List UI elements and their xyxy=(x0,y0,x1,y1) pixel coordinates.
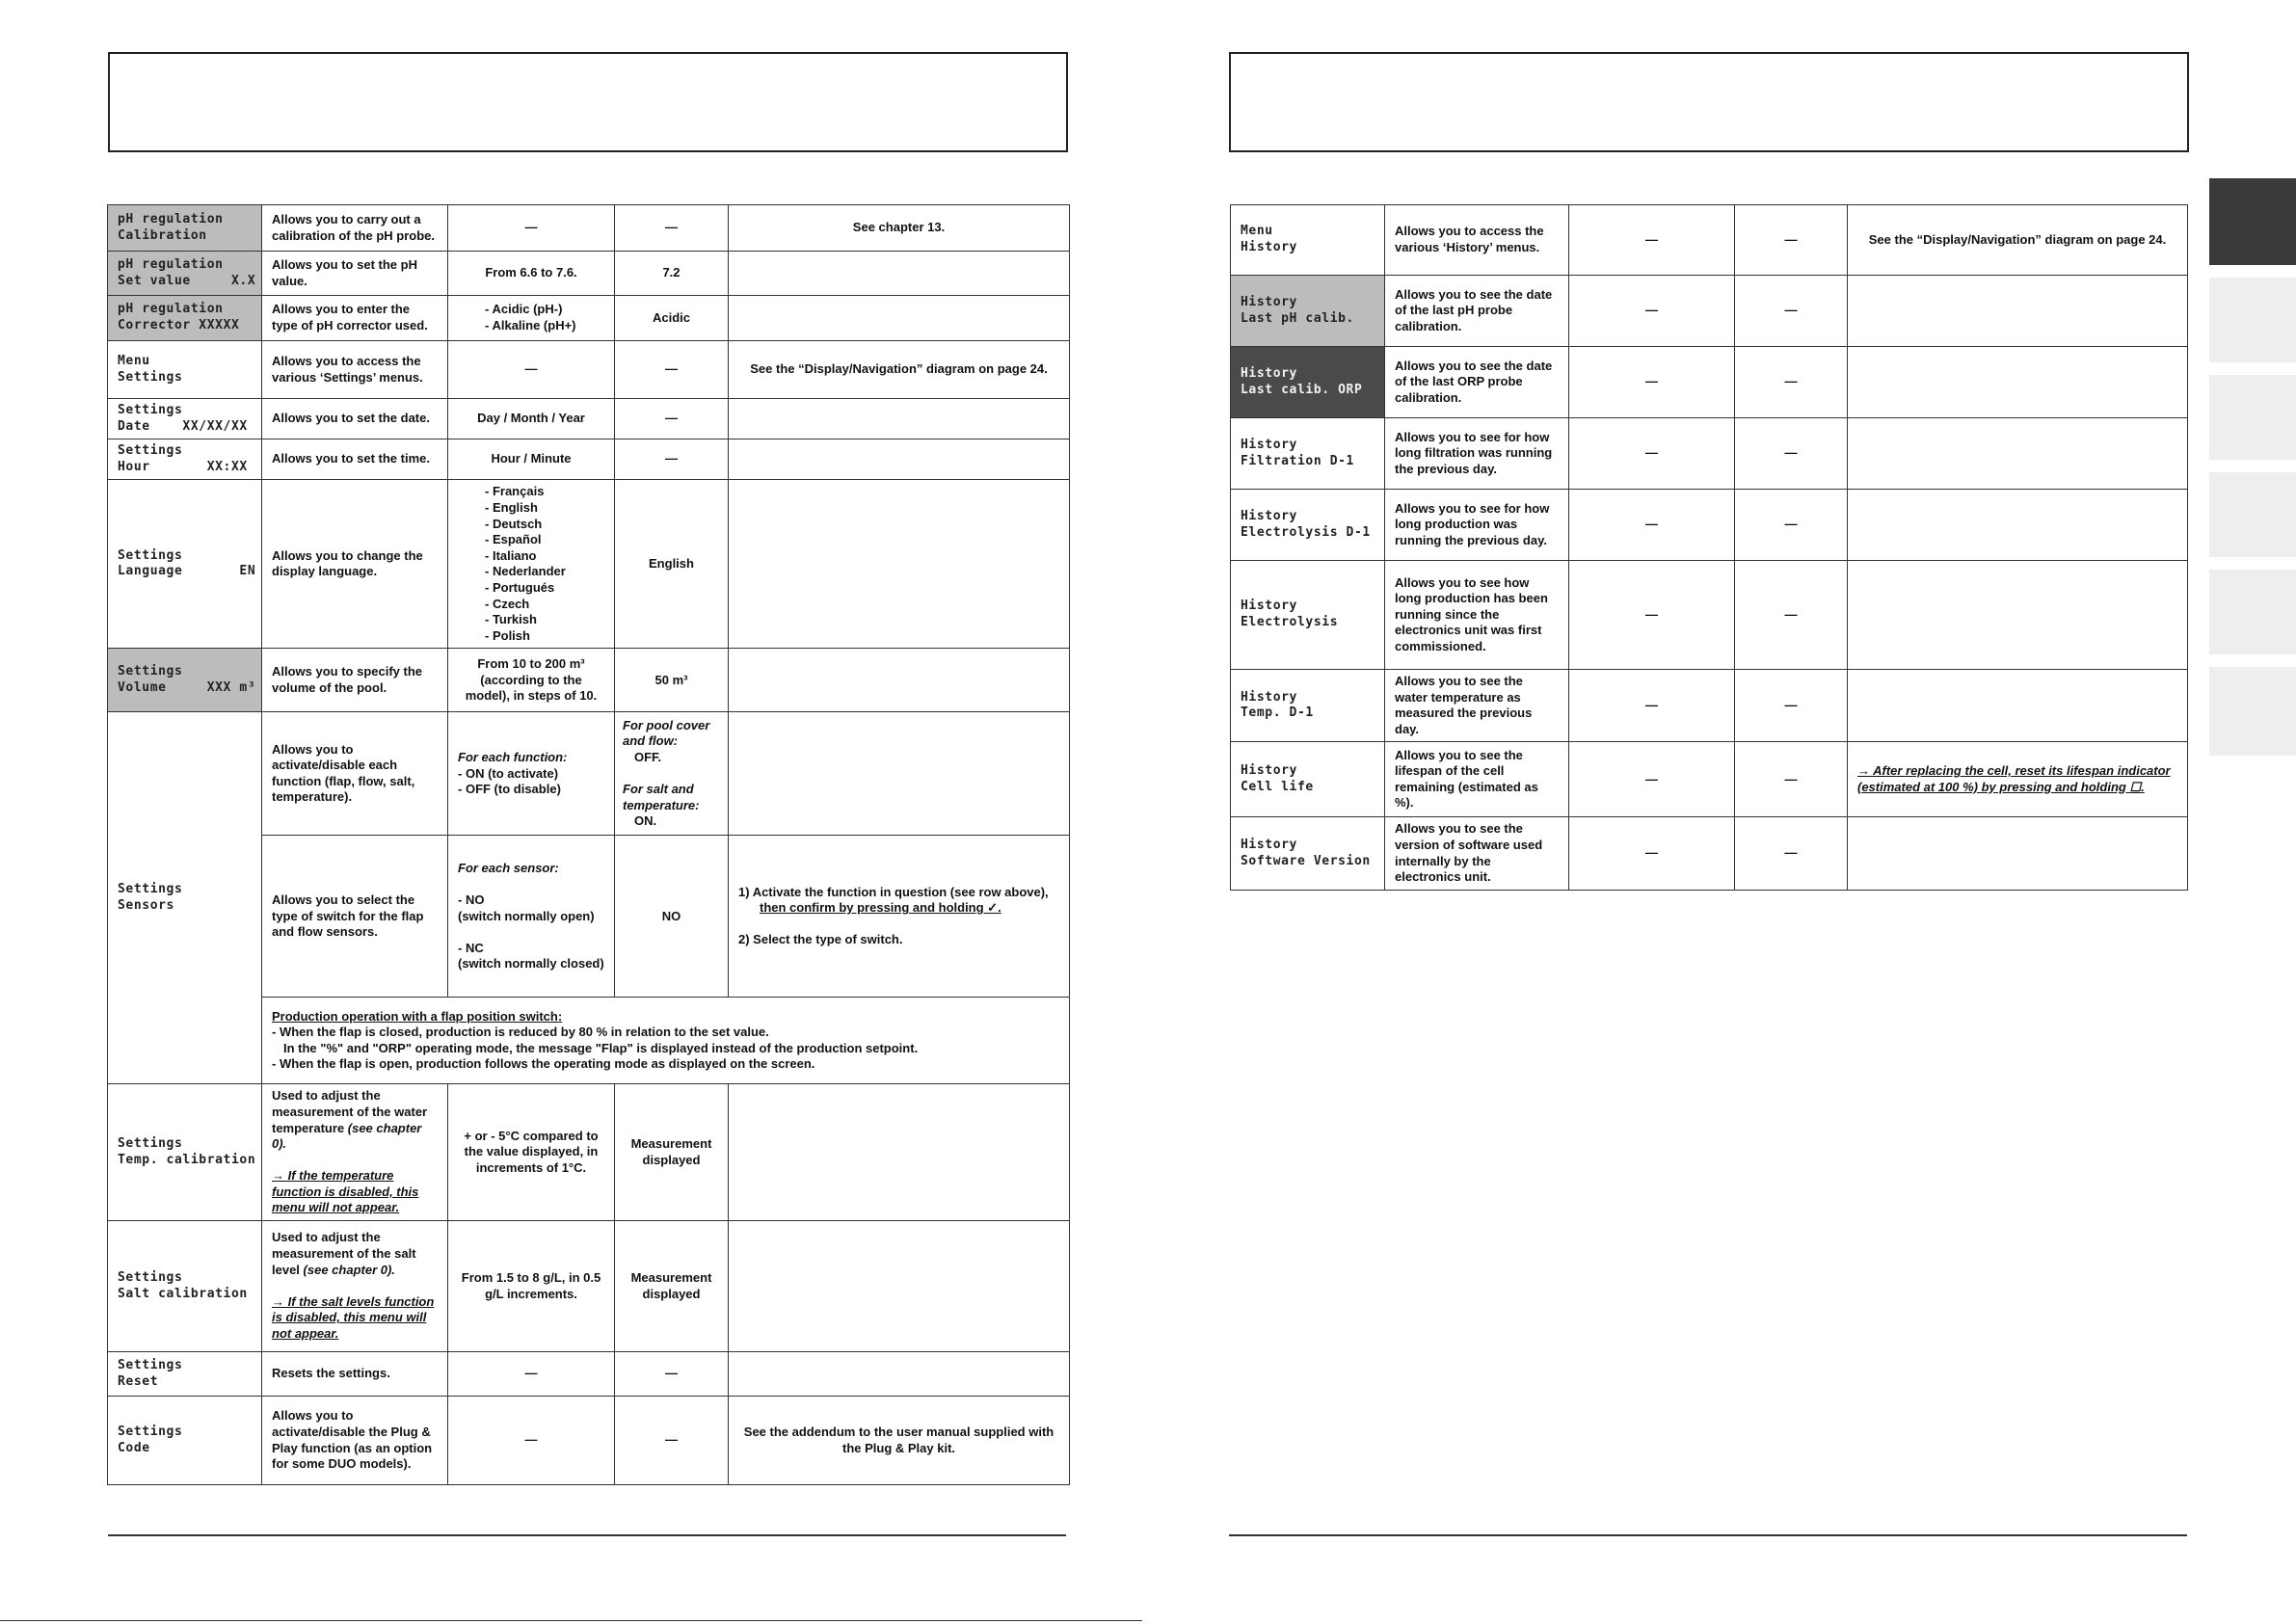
description-cell: Allows you to access the various ‘Settings’ menus. xyxy=(262,341,448,399)
list-item: - Français xyxy=(485,484,604,500)
description-cell: Allows you to see how long production has been running since the electronics unit was first commissioned. xyxy=(1385,561,1569,670)
notes-cell xyxy=(729,1352,1070,1397)
default-cell: 50 m³ xyxy=(615,649,729,712)
table-row xyxy=(108,1352,1070,1397)
description-cell: Allows you to select the type of switch for the flap and flow sensors. xyxy=(262,836,448,998)
lcd-label: History Temp. D-1 xyxy=(1231,670,1385,742)
lcd-label: pH regulation Set value X.X xyxy=(108,252,262,296)
description-cell: Allows you to see the date of the last ORP probe calibration. xyxy=(1385,347,1569,418)
notes-cell xyxy=(1848,670,2188,742)
range-cell: — xyxy=(1569,561,1735,670)
range-cell xyxy=(448,296,615,341)
notes-cell: See the addendum to the user manual supplied with the Plug & Play kit. xyxy=(729,1397,1070,1485)
table-row xyxy=(1231,670,2188,742)
list-item: - ON (to activate) xyxy=(458,766,604,783)
lcd-label: pH regulation Calibration xyxy=(108,205,262,252)
bottom-edge-rule xyxy=(0,1620,1142,1621)
default-cell: — xyxy=(615,439,729,480)
range-cell: + or - 5°C compared to the value displayed, in increments of 1°C. xyxy=(448,1084,615,1221)
default-cell: Acidic xyxy=(615,296,729,341)
lcd-label: Settings Code xyxy=(108,1397,262,1485)
default-cell: — xyxy=(615,1352,729,1397)
section-tab[interactable] xyxy=(2209,667,2296,756)
lcd-label: History Electrolysis D-1 xyxy=(1231,490,1385,561)
default-cell: — xyxy=(615,341,729,399)
default-cell: 7.2 xyxy=(615,252,729,296)
range-cell: — xyxy=(1569,205,1735,276)
default-cell: — xyxy=(1735,418,1848,490)
description-cell: Allows you to activate/disable each function (flap, flow, salt, temperature). xyxy=(262,712,448,836)
range-cell: From 10 to 200 m³ (according to the model), in steps of 10. xyxy=(448,649,615,712)
lcd-label: pH regulation Corrector XXXXX xyxy=(108,296,262,341)
list-item: - Alkaline (pH+) xyxy=(485,318,604,334)
notes-cell xyxy=(729,296,1070,341)
default-cell: English xyxy=(615,480,729,649)
table-row xyxy=(108,341,1070,399)
description-cell: Allows you to specify the volume of the pool. xyxy=(262,649,448,712)
notes-cell xyxy=(1848,490,2188,561)
range-cell: From 1.5 to 8 g/L, in 0.5 g/L increments. xyxy=(448,1221,615,1352)
description-cell: Allows you to set the pH value. xyxy=(262,252,448,296)
description-cell: Allows you to see the date of the last pH probe calibration. xyxy=(1385,276,1569,347)
lcd-label: History Software Version xyxy=(1231,817,1385,890)
range-cell: For each function: - ON (to activate) - OFF (to disable) xyxy=(448,712,615,836)
default-cell: — xyxy=(1735,817,1848,890)
description-cell: Allows you to see for how long production was running the previous day. xyxy=(1385,490,1569,561)
table-row xyxy=(108,296,1070,341)
lcd-label: Menu History xyxy=(1231,205,1385,276)
range-cell: — xyxy=(1569,670,1735,742)
table-row xyxy=(108,1397,1070,1485)
lcd-label: History Filtration D-1 xyxy=(1231,418,1385,490)
range-cell: Hour / Minute xyxy=(448,439,615,480)
default-cell: — xyxy=(615,399,729,439)
table-row xyxy=(1231,742,2188,817)
default-cell: — xyxy=(615,1397,729,1485)
table-row xyxy=(1231,490,2188,561)
list-item: - Turkish xyxy=(485,612,604,628)
description-cell: Used to adjust the measurement of the water temperature (see chapter 0). → If the temperature function is disabled, this menu will not appear. xyxy=(262,1084,448,1221)
notes-cell: 1) Activate the function in question (see row above), then confirm by pressing and holding ✓. 2) Select the type of switch. xyxy=(729,836,1070,998)
table-row xyxy=(108,252,1070,296)
description-cell: Allows you to see the version of software used internally by the electronics unit. xyxy=(1385,817,1569,890)
range-cell: — xyxy=(448,205,615,252)
default-cell: — xyxy=(1735,276,1848,347)
section-tab[interactable] xyxy=(2209,278,2296,362)
notes-cell xyxy=(1848,418,2188,490)
list-item: - Nederlander xyxy=(485,564,604,580)
list-item: - Deutsch xyxy=(485,517,604,533)
notes-cell xyxy=(729,252,1070,296)
left-page-header-box xyxy=(108,52,1068,152)
notes-cell xyxy=(729,1221,1070,1352)
description-cell: Allows you to see the lifespan of the cell remaining (estimated as %). xyxy=(1385,742,1569,817)
table-row xyxy=(108,1221,1070,1352)
notes-cell xyxy=(729,649,1070,712)
table-row xyxy=(108,399,1070,439)
notes-cell: See the “Display/Navigation” diagram on page 24. xyxy=(729,341,1070,399)
table-row xyxy=(108,649,1070,712)
list-item: - Polish xyxy=(485,628,604,645)
default-cell: — xyxy=(1735,347,1848,418)
table-row xyxy=(1231,205,2188,276)
notes-cell xyxy=(729,480,1070,649)
list-item: - Czech xyxy=(485,597,604,613)
lcd-label: History Last calib. ORP xyxy=(1231,347,1385,418)
range-cell xyxy=(448,480,615,649)
description-cell: Allows you to see for how long filtration was running the previous day. xyxy=(1385,418,1569,490)
notes-cell xyxy=(729,712,1070,836)
range-cell: — xyxy=(1569,347,1735,418)
range-cell: — xyxy=(1569,742,1735,817)
list-item: - English xyxy=(485,500,604,517)
section-tab-active[interactable] xyxy=(2209,178,2296,265)
description-cell: Allows you to see the water temperature as measured the previous day. xyxy=(1385,670,1569,742)
notes-cell xyxy=(729,439,1070,480)
right-page-header-box xyxy=(1229,52,2189,152)
range-cell: — xyxy=(1569,490,1735,561)
table-row xyxy=(1231,817,2188,890)
list-item: - Español xyxy=(485,532,604,548)
lcd-label: History Electrolysis xyxy=(1231,561,1385,670)
lcd-label: Settings Language EN xyxy=(108,480,262,649)
notes-cell xyxy=(729,399,1070,439)
default-cell: For pool cover and flow: OFF. For salt and temperature: ON. xyxy=(615,712,729,836)
notes-cell xyxy=(1848,347,2188,418)
description-cell: Allows you to enter the type of pH corrector used. xyxy=(262,296,448,341)
lcd-label: Settings Temp. calibration xyxy=(108,1084,262,1221)
notes-cell xyxy=(1848,276,2188,347)
left-footer-rule xyxy=(108,1534,1066,1536)
description-cell: Allows you to access the various ‘History’ menus. xyxy=(1385,205,1569,276)
notes-cell: See the “Display/Navigation” diagram on page 24. xyxy=(1848,205,2188,276)
description-cell: Allows you to carry out a calibration of the pH probe. xyxy=(262,205,448,252)
table-row xyxy=(108,439,1070,480)
default-cell: Measurement displayed xyxy=(615,1084,729,1221)
list-item: - Acidic (pH-) xyxy=(485,302,604,318)
table-row xyxy=(1231,418,2188,490)
table-row xyxy=(108,1084,1070,1221)
table-row xyxy=(1231,347,2188,418)
settings-table xyxy=(107,204,1070,1485)
lcd-label: Settings Date XX/XX/XX xyxy=(108,399,262,439)
right-footer-rule xyxy=(1229,1534,2187,1536)
lcd-label: Settings Hour XX:XX xyxy=(108,439,262,480)
range-cell: — xyxy=(448,1352,615,1397)
info-cell: Production operation with a flap position switch: - When the flap is closed, production is reduced by 80 % in relation to the set value. In the "%" and "ORP" operating mode, the message "Flap" is displayed instead of the production setpoint. - When the flap is open, production follows the operating mode as displayed on the screen. xyxy=(262,998,1070,1084)
description-cell: Allows you to set the date. xyxy=(262,399,448,439)
default-cell: — xyxy=(1735,561,1848,670)
range-cell: — xyxy=(1569,817,1735,890)
notes-cell xyxy=(1848,561,2188,670)
notes-cell: → After replacing the cell, reset its lifespan indicator (estimated at 100 %) by pressing and holding ☐. xyxy=(1848,742,2188,817)
list-item: - Portugués xyxy=(485,580,604,597)
notes-cell xyxy=(1848,817,2188,890)
range-cell: — xyxy=(1569,418,1735,490)
lcd-label: Settings Salt calibration xyxy=(108,1221,262,1352)
lcd-label: Settings Reset xyxy=(108,1352,262,1397)
notes-cell: See chapter 13. xyxy=(729,205,1070,252)
default-cell: — xyxy=(615,205,729,252)
lcd-label: Settings Sensors xyxy=(108,712,262,1084)
table-row xyxy=(1231,276,2188,347)
lcd-label: History Cell life xyxy=(1231,742,1385,817)
table-row xyxy=(108,712,1070,836)
lcd-label: Settings Volume XXX m³ xyxy=(108,649,262,712)
list-item: - Italiano xyxy=(485,548,604,565)
history-table xyxy=(1230,204,2188,891)
range-cell: For each sensor: - NO (switch normally open) - NC (switch normally closed) xyxy=(448,836,615,998)
notes-cell xyxy=(729,1084,1070,1221)
range-cell: Day / Month / Year xyxy=(448,399,615,439)
default-cell: — xyxy=(1735,490,1848,561)
description-cell: Allows you to activate/disable the Plug & Play function (as an option for some DUO models). xyxy=(262,1397,448,1485)
range-cell: From 6.6 to 7.6. xyxy=(448,252,615,296)
range-cell: — xyxy=(448,1397,615,1485)
description-cell: Used to adjust the measurement of the salt level (see chapter 0). → If the salt levels function is disabled, this menu will not appear. xyxy=(262,1221,448,1352)
section-tab[interactable] xyxy=(2209,375,2296,460)
section-tab[interactable] xyxy=(2209,472,2296,557)
section-tab[interactable] xyxy=(2209,570,2296,654)
default-cell: — xyxy=(1735,670,1848,742)
table-row xyxy=(108,205,1070,252)
lcd-label: Menu Settings xyxy=(108,341,262,399)
description-cell: Allows you to set the time. xyxy=(262,439,448,480)
table-row xyxy=(108,480,1070,649)
default-cell: NO xyxy=(615,836,729,998)
table-row xyxy=(1231,561,2188,670)
default-cell: Measurement displayed xyxy=(615,1221,729,1352)
lcd-label: History Last pH calib. xyxy=(1231,276,1385,347)
default-cell: — xyxy=(1735,205,1848,276)
description-cell: Allows you to change the display language. xyxy=(262,480,448,649)
description-cell: Resets the settings. xyxy=(262,1352,448,1397)
range-cell: — xyxy=(1569,276,1735,347)
range-cell: — xyxy=(448,341,615,399)
list-item: - OFF (to disable) xyxy=(458,782,604,798)
default-cell: — xyxy=(1735,742,1848,817)
